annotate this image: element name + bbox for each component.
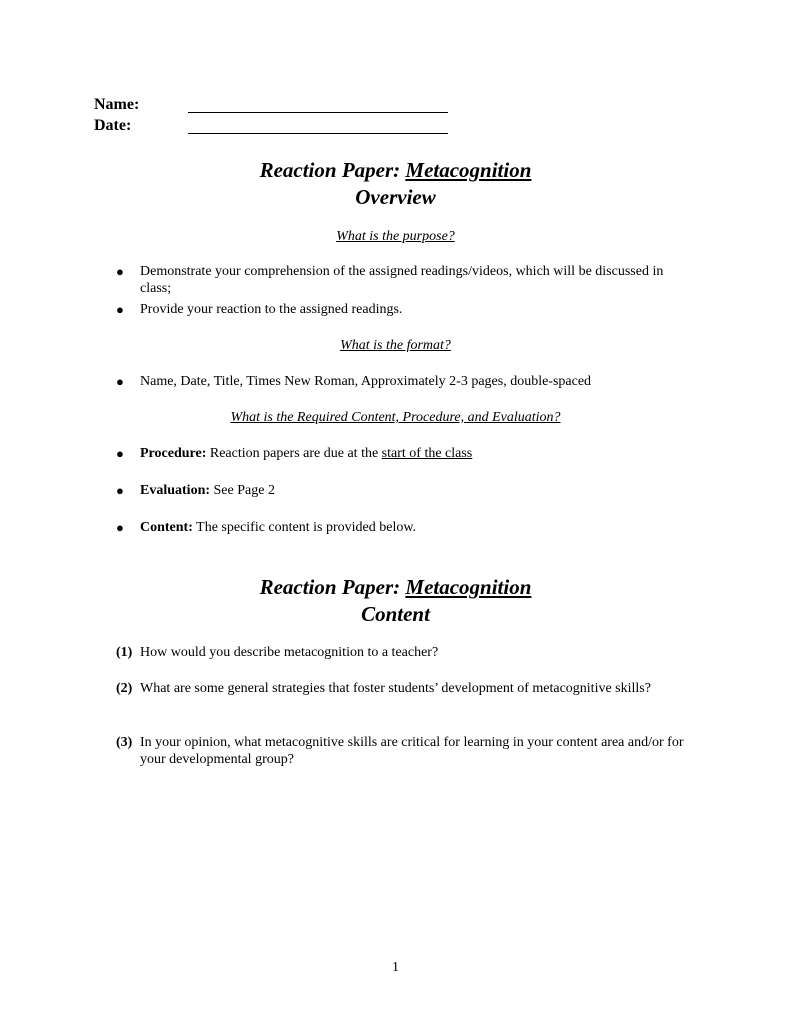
requirements-heading: What is the Required Content, Procedure, and Evaluation? xyxy=(230,410,561,425)
procedure-label: Procedure: xyxy=(140,446,207,461)
purpose-bullet-text: Demonstrate your comprehension of the assigned readings/videos, which will be discussed in class; xyxy=(140,264,664,296)
name-blank-line xyxy=(188,112,448,113)
content-text: The specific content is provided below. xyxy=(192,520,417,535)
content-title xyxy=(0,574,791,600)
evaluation-label: Evaluation: xyxy=(140,483,211,498)
purpose-heading: What is the purpose? xyxy=(336,229,455,244)
bullet-icon: ● xyxy=(116,483,124,498)
bullet-icon: ● xyxy=(116,374,124,389)
bullet-icon: ● xyxy=(116,446,124,461)
question-text: In your opinion, what metacognitive skills are critical for learning in your content area and/or for your developmental group? xyxy=(140,735,684,767)
evaluation-text: See Page 2 xyxy=(210,483,275,498)
content-title-topic: Metacognition xyxy=(405,575,532,599)
name-label: Name: xyxy=(94,96,140,113)
question-number: (1) xyxy=(116,645,133,660)
procedure-underlined-text: start of the class xyxy=(381,446,473,461)
question-number: (2) xyxy=(116,681,133,696)
procedure-text: Reaction papers are due at the xyxy=(206,446,382,461)
overview-subtitle: Overview xyxy=(355,185,436,209)
content-subtitle: Content xyxy=(361,602,430,626)
question-text: How would you describe metacognition to a teacher? xyxy=(140,645,439,660)
format-bullet-text: Name, Date, Title, Times New Roman, Approximately 2-3 pages, double-spaced xyxy=(140,374,592,389)
content-title-prefix: Reaction Paper: xyxy=(259,575,406,599)
format-heading: What is the format? xyxy=(340,338,451,353)
content-label: Content: xyxy=(140,520,193,535)
bullet-icon: ● xyxy=(116,302,124,317)
question-text: What are some general strategies that foster students’ development of metacognitive skills? xyxy=(140,681,651,696)
page-number: 1 xyxy=(392,960,399,975)
date-label: Date: xyxy=(94,117,132,134)
overview-title-prefix: Reaction Paper: xyxy=(259,158,406,182)
purpose-bullet-text: Provide your reaction to the assigned readings. xyxy=(140,302,403,317)
overview-title xyxy=(0,157,791,183)
bullet-icon: ● xyxy=(116,264,124,279)
bullet-icon: ● xyxy=(116,520,124,535)
date-blank-line xyxy=(188,133,448,134)
question-number: (3) xyxy=(116,735,133,750)
overview-title-topic: Metacognition xyxy=(405,158,532,182)
